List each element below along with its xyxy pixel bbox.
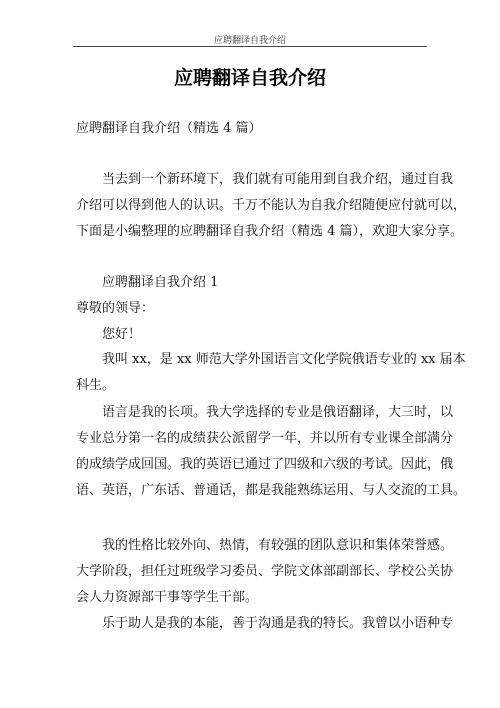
running-header: 应聘翻译自我介绍 (213, 36, 286, 46)
p2-line-4: 语、英语，广东话、普通话，都是我能熟练运用、与人交流的工具。 (76, 483, 467, 498)
header-divider (73, 46, 427, 47)
p3-line-1: 我的性格比较外向、热情，有较强的团队意识和集体荣誉感。 (102, 538, 454, 553)
intro-line-3: 下面是小编整理的应聘翻译自我介绍（精选 4 篇），欢迎大家分享。 (76, 224, 464, 239)
p1-line-1: 我叫 xx，是 xx 师范大学外国语言文化学院俄语专业的 xx 届本 (102, 352, 466, 367)
p3-line-2: 大学阶段，担任过班级学习委员、学院文体部副部长、学校公关协 (76, 564, 454, 579)
intro-line-1: 当去到一个新环境下，我们就有可能用到自我介绍，通过自我 (102, 172, 454, 187)
p4-line-1: 乐于助人是我的本能，善于沟通是我的特长。我曾以小语种专 (102, 616, 454, 631)
salutation: 尊敬的领导： (76, 301, 155, 316)
document-subtitle: 应聘翻译自我介绍（精选 4 篇） (76, 121, 262, 136)
section-heading: 应聘翻译自我介绍 1 (102, 275, 219, 290)
document-title: 应聘翻译自我介绍 (173, 67, 326, 89)
intro-line-2: 介绍可以得到他人的认识。千万不能认为自我介绍随便应付就可以， (76, 198, 467, 213)
greeting: 您好！ (102, 327, 142, 342)
p2-line-2: 专业总分第一名的成绩获公派留学一年，并以所有专业课全部满分 (76, 431, 454, 446)
p2-line-1: 语言是我的长项。我大学选择的专业是俄语翻译，大三时，以 (102, 405, 454, 420)
p3-line-3: 会人力资源部干事等学生干部。 (76, 590, 259, 605)
p2-line-3: 的成绩学成回国。我的英语已通过了四级和六级的考试。因此，俄 (76, 457, 454, 472)
p1-line-2: 科生。 (76, 378, 116, 393)
